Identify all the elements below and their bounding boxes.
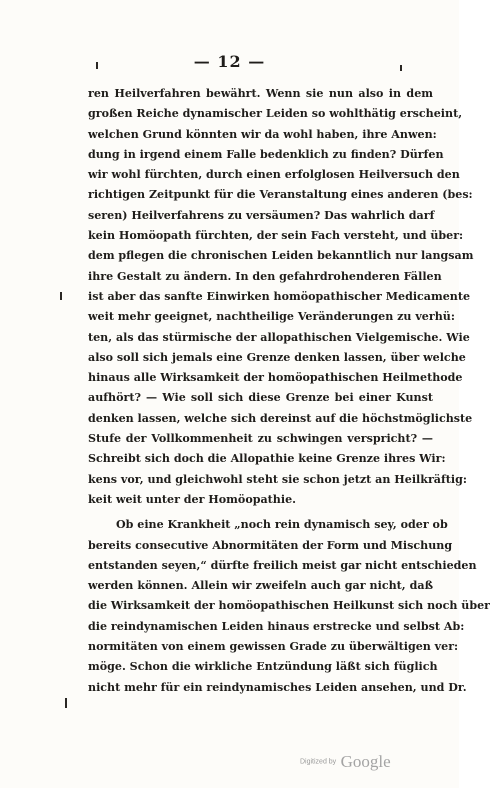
watermark-prefix: Digitized by (300, 758, 337, 766)
text-line: Schreibt sich doch die Allopathie keine Grenze ihres Wir: (88, 452, 446, 466)
text-line: möge. Schon die wirkliche Entzündung läßt sich füglich (88, 660, 438, 674)
text-line: also soll sich jemals eine Grenze denken lassen, über welche (88, 350, 466, 364)
text-line: wir wohl fürchten, durch einen erfolglosen Heilversuch den (88, 168, 460, 182)
text-line: kein Homöopath fürchten, der sein Fach versteht, und über: (88, 229, 464, 243)
margin-mark (65, 698, 67, 708)
text-line: dung in irgend einem Falle bedenklich zu finden? Dürfen (88, 147, 444, 161)
paragraph (88, 84, 474, 510)
text-line: bereits consecutive Abnormitäten der Form und Mischung (88, 538, 453, 552)
text-line: werden können. Allein wir zweifeln auch gar nicht, daß (88, 579, 433, 593)
text-line: keit weit unter der Homöopathie. (88, 492, 296, 506)
text-line: die Wirksamkeit der homöopathischen Heilkunst sich noch über (88, 599, 490, 613)
google-logo: Google (340, 752, 391, 771)
margin-mark (400, 65, 402, 71)
digitized-by-watermark (300, 752, 391, 772)
text-line: die reindynamischen Leiden hinaus erstrecke und selbst Ab: (88, 619, 465, 633)
text-line: ten, als das stürmische der allopathischen Vielgemische. Wie (88, 330, 470, 344)
text-line: hinaus alle Wirksamkeit der homöopathischen Heilmethode (88, 371, 463, 385)
paragraph (88, 515, 490, 698)
text-line: dem pflegen die chronischen Leiden bekanntlich nur langsam (88, 249, 474, 263)
text-line: denken lassen, welche sich dereinst auf die höchstmöglichste (88, 411, 473, 425)
text-line: ihre Gestalt zu ändern. In den gefahrdrohenderen Fällen (88, 269, 442, 283)
text-line: Stufe der Vollkommenheit zu schwingen verspricht? — (88, 432, 433, 446)
text-line: richtigen Zeitpunkt für die Veranstaltung eines anderen (bes: (88, 188, 473, 202)
text-line: entstanden seyen,“ dürfte freilich meist gar nicht entschieden (88, 558, 477, 572)
text-line: ren Heilverfahren bewährt. Wenn sie nun also in dem (88, 87, 433, 100)
page-number: — 12 — (193, 52, 266, 71)
text-line: aufhört? — Wie soll sich diese Grenze bei einer Kunst (88, 391, 433, 405)
text-line: großen Reiche dynamischer Leiden so wohlthätig erscheint, (88, 107, 463, 121)
margin-mark (60, 292, 62, 300)
text-line: welchen Grund könnten wir da wohl haben, ihre Anwen: (88, 127, 437, 141)
text-line: seren) Heilverfahrens zu versäumen? Das wahrlich darf (88, 208, 435, 222)
margin-mark (96, 62, 98, 69)
text-line: nicht mehr für ein reindynamisches Leiden ansehen, und Dr. (88, 680, 467, 694)
text-line: Ob eine Krankheit „noch rein dynamisch sey, oder ob (116, 518, 448, 532)
text-line: ist aber das sanfte Einwirken homöopathischer Medicamente (88, 289, 471, 303)
text-line: normitäten von einem gewissen Grade zu überwältigen ver: (88, 640, 459, 654)
text-line: weit mehr geeignet, nachtheilige Veränderungen zu verhü: (88, 310, 455, 324)
text-line: kens vor, und gleichwohl steht sie schon jetzt an Heilkräftig: (88, 472, 467, 486)
body-text (88, 84, 490, 698)
